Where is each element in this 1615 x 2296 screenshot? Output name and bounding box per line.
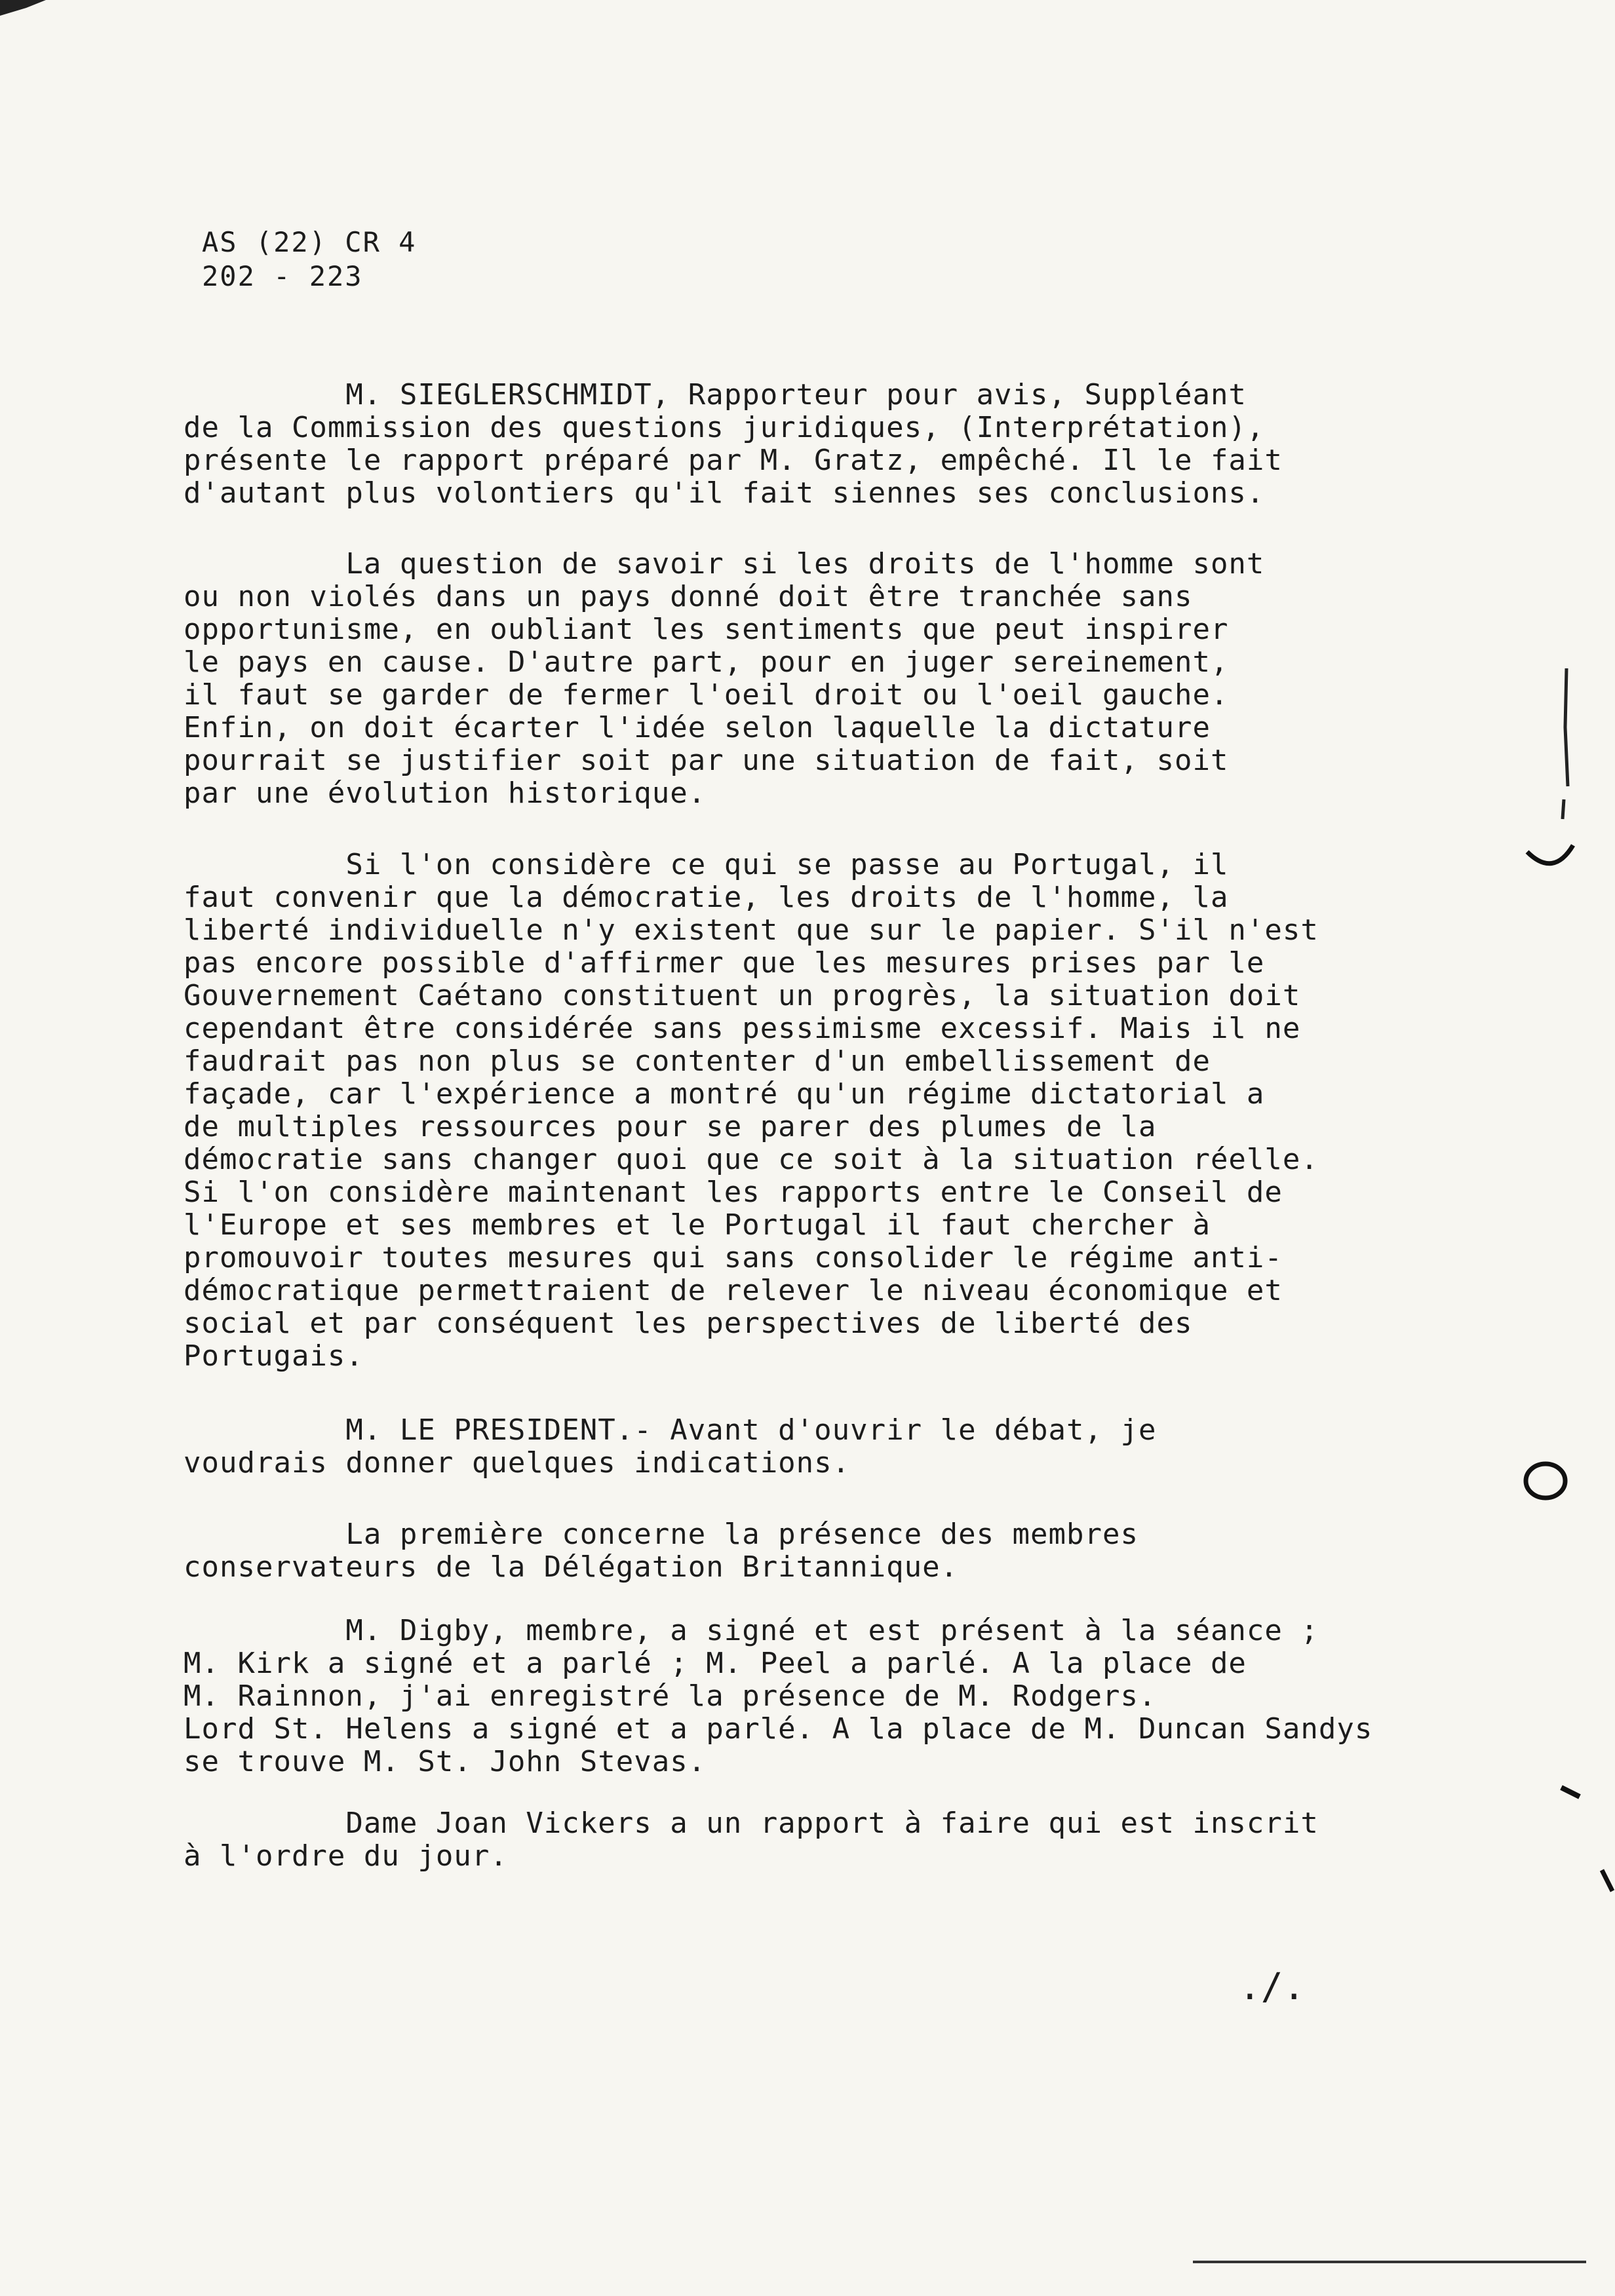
text-line: Gouvernement Caétano constituent un progrès, la situation doit	[184, 979, 1301, 1012]
text-line: Portugais.	[184, 1339, 364, 1373]
document-reference: AS (22) CR 4	[202, 226, 417, 258]
text-line: Lord St. Helens a signé et a parlé. A la place de M. Duncan Sandys	[184, 1712, 1373, 1746]
text-line: pas encore possible d'affirmer que les mesures prises par le	[184, 946, 1265, 980]
page-range: 202 - 223	[202, 260, 363, 292]
paragraph-droits-homme	[184, 548, 1442, 810]
text-line: promouvoir toutes mesures qui sans consolider le régime anti-	[184, 1241, 1283, 1274]
text-line: M. Kirk a signé et a parlé ; M. Peel a parlé. A la place de	[184, 1647, 1247, 1680]
paragraph-delegation-members	[184, 1615, 1442, 1778]
paragraph-dame-joan-vickers	[184, 1807, 1442, 1873]
text-line: M. LE PRESIDENT.- Avant d'ouvrir le débat, je	[184, 1413, 1157, 1447]
text-line: démocratie sans changer quoi que ce soit à la situation réelle.	[184, 1143, 1319, 1176]
corner-mark	[0, 0, 52, 20]
text-line: pourrait se justifier soit par une situation de fait, soit	[184, 744, 1229, 777]
text-line: Si l'on considère maintenant les rapports entre le Conseil de	[184, 1176, 1283, 1209]
text-line: La première concerne la présence des membres	[184, 1518, 1138, 1551]
margin-bracket-mark	[1514, 655, 1593, 891]
text-line: le pays en cause. D'autre part, pour en juger sereinement,	[184, 645, 1229, 679]
text-line: opportunisme, en oubliant les sentiments que peut inspirer	[184, 613, 1229, 646]
text-line: d'autant plus volontiers qu'il fait siennes ses conclusions.	[184, 476, 1265, 510]
text-line: ou non violés dans un pays donné doit être tranchée sans	[184, 580, 1193, 613]
text-line: de la Commission des questions juridiques, (Interprétation),	[184, 411, 1265, 444]
text-line: se trouve M. St. John Stevas.	[184, 1745, 707, 1778]
text-line: M. Digby, membre, a signé et est présent à la séance ;	[184, 1614, 1319, 1647]
paragraph-sieglerschmidt	[184, 379, 1442, 510]
text-line: faut convenir que la démocratie, les droits de l'homme, la	[184, 881, 1229, 914]
paragraph-portugal	[184, 849, 1442, 1373]
text-line: Dame Joan Vickers a un rapport à faire qui est inscrit	[184, 1807, 1319, 1840]
text-line: cependant être considérée sans pessimisme excessif. Mais il ne	[184, 1012, 1301, 1045]
bottom-edge-rule	[1193, 2261, 1586, 2263]
text-line: façade, car l'expérience a montré qu'un régime dictatorial a	[184, 1077, 1265, 1111]
text-line: social et par conséquent les perspectives de liberté des	[184, 1307, 1193, 1340]
text-line: il faut se garder de fermer l'oeil droit ou l'oeil gauche.	[184, 678, 1229, 712]
text-line: de multiples ressources pour se parer des plumes de la	[184, 1110, 1157, 1143]
text-line: La question de savoir si les droits de l'homme sont	[184, 547, 1265, 581]
margin-dash-mark	[1560, 1782, 1586, 1802]
text-line: M. Rainnon, j'ai enregistré la présence de M. Rodgers.	[184, 1679, 1157, 1713]
text-line: faudrait pas non plus se contenter d'un embellissement de	[184, 1044, 1211, 1078]
text-line: présente le rapport préparé par M. Gratz, empêché. Il le fait	[184, 444, 1283, 477]
text-line: voudrais donner quelques indications.	[184, 1446, 851, 1480]
text-line: Enfin, on doit écarter l'idée selon laquelle la dictature	[184, 711, 1211, 744]
text-line: liberté individuelle n'y existent que sur le papier. S'il n'est	[184, 913, 1319, 947]
paragraph-president	[184, 1414, 1442, 1480]
margin-edge-mark	[1599, 1867, 1615, 1894]
continuation-mark: ./.	[1239, 1966, 1306, 2008]
text-line: M. SIEGLERSCHMIDT, Rapporteur pour avis, Suppléant	[184, 378, 1247, 411]
text-line: démocratique permettraient de relever le niveau économique et	[184, 1274, 1283, 1307]
text-line: conservateurs de la Délégation Britannique.	[184, 1550, 959, 1584]
text-line: Si l'on considère ce qui se passe au Portugal, il	[184, 848, 1229, 881]
text-line: à l'ordre du jour.	[184, 1839, 508, 1873]
margin-circle-mark	[1519, 1455, 1572, 1507]
text-line: l'Europe et ses membres et le Portugal il faut chercher à	[184, 1208, 1211, 1242]
text-line: par une évolution historique.	[184, 776, 707, 810]
paragraph-premiere-indication	[184, 1518, 1442, 1584]
